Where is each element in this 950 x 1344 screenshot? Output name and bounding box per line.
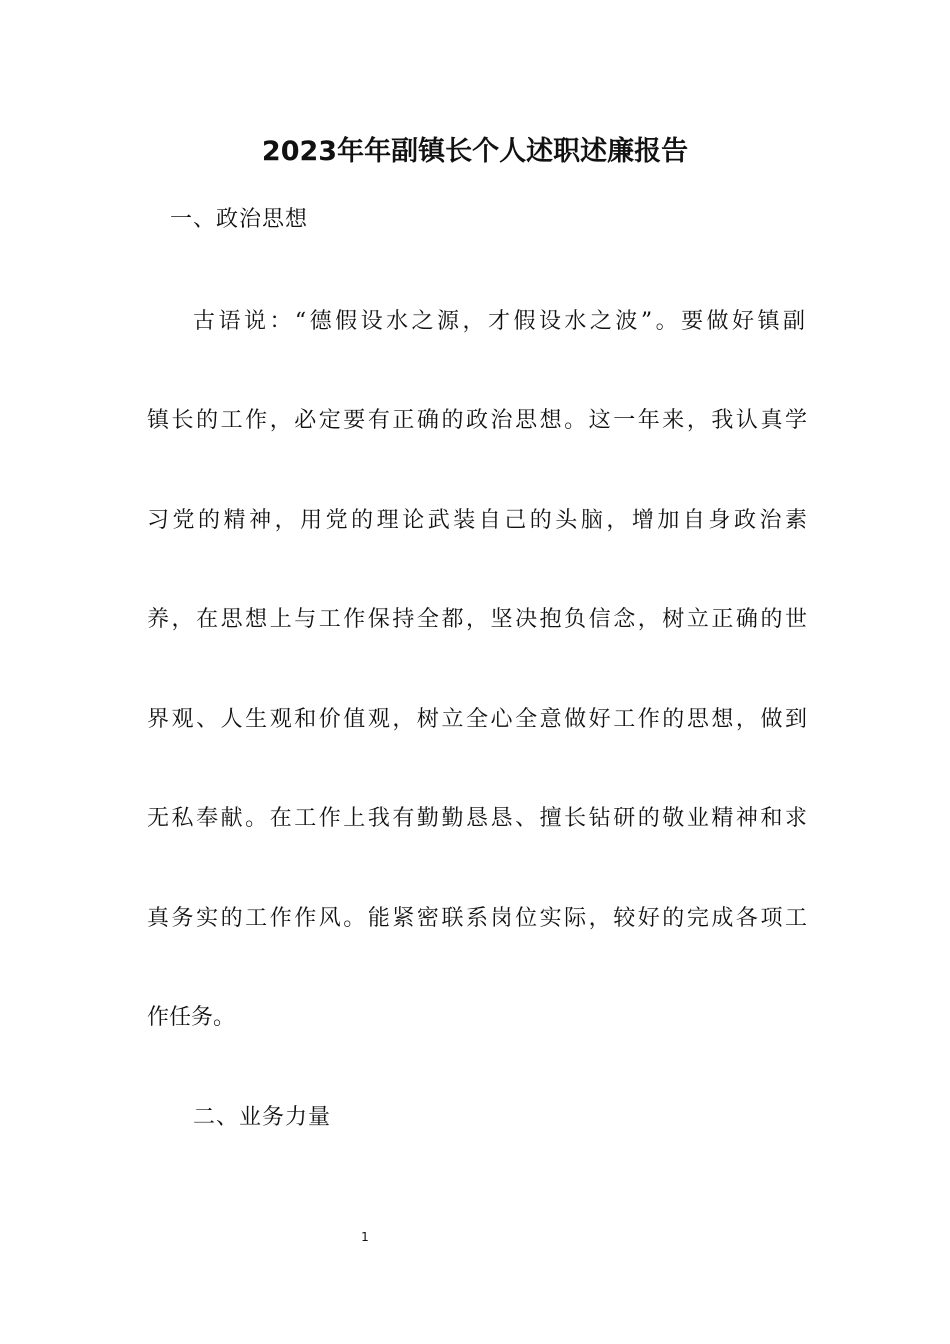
paragraph-line: 无私奉献。在工作上我有勤勤恳恳、擅长钻研的敬业精神和求 bbox=[147, 806, 807, 831]
document-title: 2023年年副镇长个人述职述廉报告 bbox=[261, 136, 689, 167]
section-heading-political-thought: 一、政治思想 bbox=[170, 207, 309, 232]
page-number: 1 bbox=[361, 1230, 369, 1244]
paragraph-line: 镇长的工作，必定要有正确的政治思想。这一年来，我认真学 bbox=[147, 408, 807, 433]
paragraph-line: 界观、人生观和价值观，树立全心全意做好工作的思想，做到 bbox=[147, 707, 807, 732]
paragraph-line: 古语说：“德假设水之源，才假设水之波”。要做好镇副 bbox=[193, 309, 805, 334]
paragraph-line: 作任务。 bbox=[147, 1005, 236, 1030]
paragraph-line: 习党的精神，用党的理论武装自己的头脑，增加自身政治素 bbox=[147, 508, 807, 533]
paragraph-line: 养，在思想上与工作保持全都，坚决抱负信念，树立正确的世 bbox=[147, 607, 807, 632]
section-heading-business-ability: 二、业务力量 bbox=[193, 1105, 332, 1130]
paragraph-line: 真务实的工作作风。能紧密联系岗位实际，较好的完成各项工 bbox=[147, 906, 807, 931]
